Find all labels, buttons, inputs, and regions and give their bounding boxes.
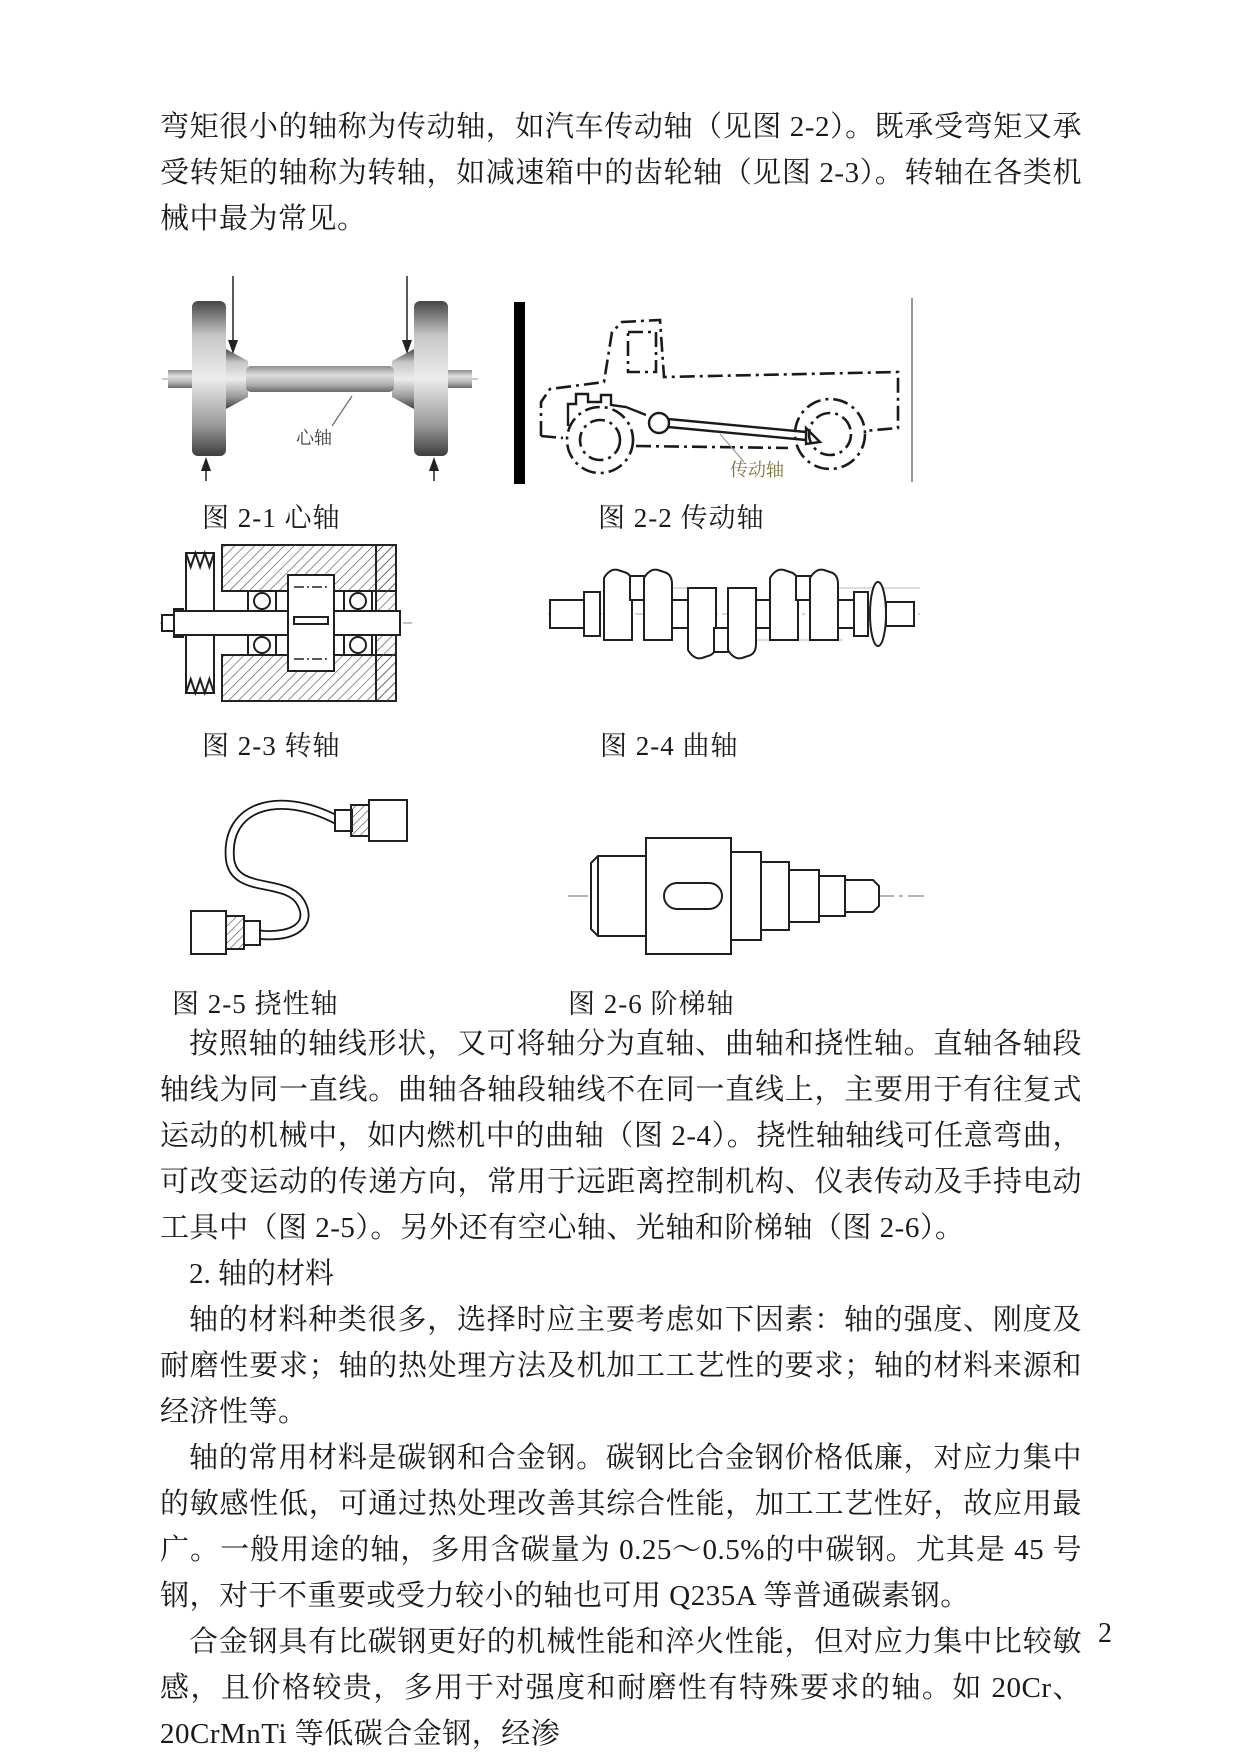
flexible-shaft-drawing xyxy=(185,781,413,963)
paragraph-alloy-steel: 合金钢具有比碳钢更好的机械性能和淬火性能，但对应力集中比较敏感，且价格较贵，多用于对强度和耐磨性有特殊要求的轴。如 20Cr、20CrMnTi 等低碳合金钢，经渗 xyxy=(160,1626,1082,1750)
crankshaft-drawing xyxy=(548,548,920,680)
driveshaft-label: 传动轴 xyxy=(730,460,784,480)
axle-label: 心轴 xyxy=(296,428,332,448)
figure-2-5-flexible-shaft-image xyxy=(185,781,413,963)
figure-2-1-wheelset-image xyxy=(160,276,480,481)
figure-2-3-shaft-section-image xyxy=(160,531,412,713)
figures-block xyxy=(160,276,1082,1021)
paragraph-carbon-steel: 轴的常用材料是碳钢和合金钢。碳钢比合金钢价格低廉，对应力集中的敏感性低，可通过热处理改善其综合性能，加工工艺性好，故应用最广。一般用途的轴，多用含碳量为 0.25～0.5%的中碳钢。尤其是 45 号钢，对于不重要或受力较小的轴也可用 Q235A 等普通碳素钢。 xyxy=(160,1442,1082,1612)
figure-2-1-caption: 图 2-1 心轴 xyxy=(202,503,341,533)
figure-2-3-caption: 图 2-3 转轴 xyxy=(202,731,341,761)
figure-2-2-caption: 图 2-2 传动轴 xyxy=(598,503,765,533)
figure-2-4-caption: 图 2-4 曲轴 xyxy=(600,731,739,761)
truck-drawing xyxy=(508,276,920,488)
paragraph-shaft-types: 按照轴的轴线形状，又可将轴分为直轴、曲轴和挠性轴。直轴各轴段轴线为同一直线。曲轴各轴段轴线不在同一直线上，主要用于有往复式运动的机械中，如内燃机中的曲轴（图 2-4）。挠性轴轴线可任意弯曲，可改变运动的传递方向，常用于远距离控制机构、仪表传动及手持电动工具中（图 2-5）。另外还有空心轴、光轴和阶梯轴（图 2-6）。 xyxy=(160,1028,1082,1244)
figure-2-5-caption: 图 2-5 挠性轴 xyxy=(172,989,339,1019)
figure-2-4-crankshaft-image xyxy=(548,548,920,680)
section-heading-materials: 2. 轴的材料 xyxy=(189,1258,335,1290)
stepped-shaft-drawing xyxy=(568,826,932,968)
figure-2-2-truck-image xyxy=(508,276,920,488)
wheelset-drawing xyxy=(160,276,480,481)
figure-2-6-caption: 图 2-6 阶梯轴 xyxy=(568,989,735,1019)
gearbox-section-drawing xyxy=(160,531,412,713)
paragraph-material-factors: 轴的材料种类很多，选择时应主要考虑如下因素：轴的强度、刚度及耐磨性要求；轴的热处理方法及机加工工艺性的要求；轴的材料来源和经济性等。 xyxy=(160,1304,1082,1428)
paragraph-intro: 弯矩很小的轴称为传动轴，如汽车传动轴（见图 2-2）。既承受弯矩又承受转矩的轴称为转轴，如减速箱中的齿轮轴（见图 2-3）。转轴在各类机械中最为常见。 xyxy=(160,111,1082,235)
figure-2-6-stepped-shaft-image xyxy=(568,826,932,968)
page-number: 2 xyxy=(1098,1618,1112,1649)
